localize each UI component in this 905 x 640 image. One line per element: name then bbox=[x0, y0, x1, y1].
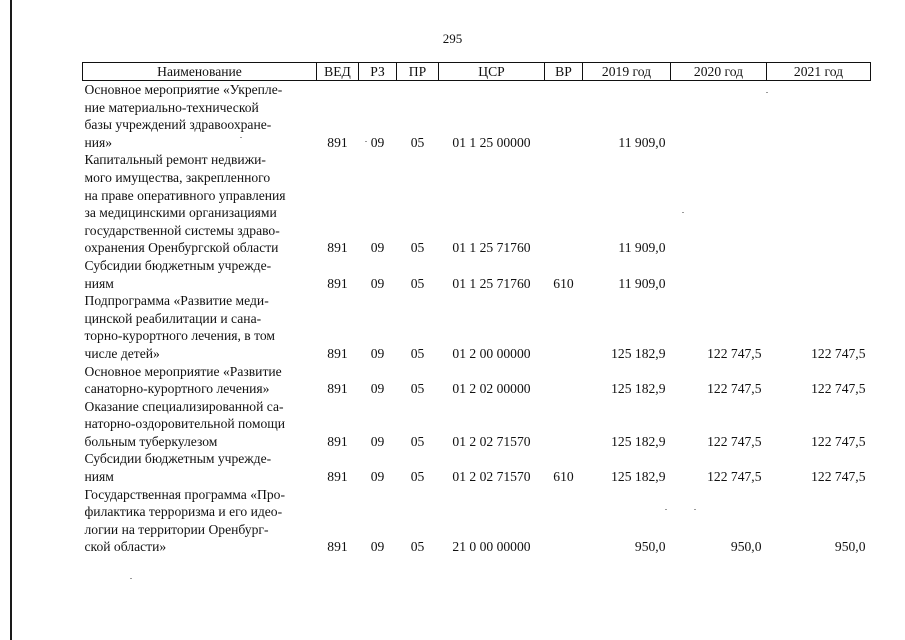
name-line: филактика терроризма и его идео- bbox=[84, 504, 283, 520]
cell-2020: 950,0 bbox=[730, 539, 762, 555]
name-line: цинской реабилитации и сана- bbox=[84, 310, 262, 326]
cell-ved: 891 bbox=[327, 275, 348, 291]
cell-2020: 122 747,5 bbox=[707, 469, 762, 485]
cell-2020 bbox=[671, 151, 767, 257]
cell-2020 bbox=[671, 257, 767, 292]
name-line: ниям bbox=[84, 275, 114, 291]
table-row bbox=[83, 363, 871, 398]
cell-name bbox=[83, 363, 317, 398]
name-line: Основное мероприятие «Укрепле- bbox=[84, 82, 283, 97]
cell-ved: 891 bbox=[327, 240, 348, 256]
cell-ved: 891 bbox=[327, 345, 348, 361]
table-body bbox=[83, 81, 871, 557]
cell-name bbox=[83, 81, 317, 152]
cell-name bbox=[83, 486, 317, 556]
header-ved: ВЕД bbox=[317, 63, 359, 81]
cell-rz: 09 bbox=[370, 240, 385, 256]
table-row bbox=[83, 151, 871, 257]
scan-speck bbox=[694, 509, 696, 510]
cell-rz: 09 bbox=[370, 275, 385, 291]
cell-name bbox=[83, 257, 317, 292]
name-line: за медицинскими организациями bbox=[84, 205, 277, 221]
header-rz: РЗ bbox=[359, 63, 397, 81]
cell-2020: 122 747,5 bbox=[707, 433, 762, 449]
name-line: мого имущества, закрепленного bbox=[84, 169, 271, 185]
name-line: логии на территории Оренбург- bbox=[84, 521, 269, 537]
cell-2020: 122 747,5 bbox=[707, 345, 762, 361]
cell-rz: 09 bbox=[370, 469, 385, 485]
name-line: числе детей» bbox=[84, 345, 160, 361]
name-line: Капитальный ремонт недвижи- bbox=[84, 152, 266, 168]
cell-ved: 891 bbox=[327, 381, 348, 397]
name-line: государственной системы здраво- bbox=[84, 222, 280, 238]
cell-2021: 122 747,5 bbox=[811, 345, 866, 361]
name-line: ниям bbox=[84, 469, 114, 485]
cell-csr: 01 1 25 71760 bbox=[452, 240, 531, 256]
name-line: Основное мероприятие «Развитие bbox=[84, 363, 282, 379]
budget-table bbox=[82, 62, 871, 556]
name-line: торно-курортного лечения, в том bbox=[84, 328, 275, 344]
cell-csr: 01 1 25 71760 bbox=[452, 275, 531, 291]
table-row bbox=[83, 292, 871, 362]
cell-ved: 891 bbox=[327, 134, 348, 150]
name-line: Оказание специализированной са- bbox=[84, 398, 284, 414]
cell-vr bbox=[545, 486, 583, 556]
cell-csr: 01 2 02 71570 bbox=[452, 469, 531, 485]
page-left-edge-line bbox=[10, 0, 12, 640]
cell-pr: 05 bbox=[410, 275, 425, 291]
cell-csr: 01 2 02 71570 bbox=[452, 433, 531, 449]
page-number: 295 bbox=[442, 31, 463, 46]
name-line: ния» bbox=[84, 134, 113, 150]
cell-ved: 891 bbox=[327, 469, 348, 485]
cell-csr: 21 0 00 00000 bbox=[452, 539, 531, 555]
table-row bbox=[83, 81, 871, 152]
cell-2019: 11 909,0 bbox=[618, 275, 666, 291]
cell-2021: 122 747,5 bbox=[811, 433, 866, 449]
cell-name bbox=[83, 292, 317, 362]
cell-vr bbox=[545, 151, 583, 257]
name-line: больным туберкулезом bbox=[84, 433, 218, 449]
cell-rz: 09 bbox=[370, 134, 385, 150]
table-row bbox=[83, 486, 871, 556]
table-row bbox=[83, 450, 871, 485]
cell-rz: 09 bbox=[370, 381, 385, 397]
cell-pr: 05 bbox=[410, 381, 425, 397]
table-row bbox=[83, 398, 871, 451]
cell-pr: 05 bbox=[410, 134, 425, 150]
name-line: санаторно-курортного лечения» bbox=[84, 381, 270, 397]
name-line: Подпрограмма «Развитие меди- bbox=[84, 293, 269, 309]
cell-2019: 125 182,9 bbox=[611, 469, 666, 485]
name-line: ние материально-технической bbox=[84, 99, 259, 115]
name-line: Субсидии бюджетным учрежде- bbox=[84, 451, 272, 467]
cell-2021: 122 747,5 bbox=[811, 381, 866, 397]
scan-speck bbox=[665, 509, 667, 510]
cell-vr: 610 bbox=[553, 469, 574, 485]
name-line: Государственная программа «Про- bbox=[84, 486, 285, 502]
header-year-2021: 2021 год bbox=[767, 63, 871, 81]
header-pr: ПР bbox=[397, 63, 439, 81]
header-name: Наименование bbox=[83, 63, 317, 81]
cell-rz: 09 bbox=[370, 433, 385, 449]
table-row bbox=[83, 257, 871, 292]
cell-2021 bbox=[767, 257, 871, 292]
cell-csr: 01 1 25 00000 bbox=[452, 134, 531, 150]
cell-2020 bbox=[671, 81, 767, 152]
cell-2019: 125 182,9 bbox=[611, 433, 666, 449]
name-line: на праве оперативного управления bbox=[84, 187, 286, 203]
cell-pr: 05 bbox=[410, 240, 425, 256]
table-header-row bbox=[83, 63, 871, 81]
name-line: ской области» bbox=[84, 539, 167, 555]
cell-vr bbox=[545, 398, 583, 451]
scan-speck bbox=[766, 92, 768, 93]
header-csr: ЦСР bbox=[439, 63, 545, 81]
cell-2021 bbox=[767, 81, 871, 152]
cell-vr bbox=[545, 81, 583, 152]
cell-ved: 891 bbox=[327, 539, 348, 555]
cell-csr: 01 2 02 00000 bbox=[452, 381, 531, 397]
header-year-2019: 2019 год bbox=[583, 63, 671, 81]
cell-pr: 05 bbox=[410, 345, 425, 361]
scan-speck bbox=[130, 578, 132, 579]
name-line: наторно-оздоровительной помощи bbox=[84, 416, 285, 432]
cell-2019: 11 909,0 bbox=[618, 240, 666, 256]
cell-name bbox=[83, 450, 317, 485]
scan-speck bbox=[682, 212, 684, 213]
cell-name bbox=[83, 151, 317, 257]
cell-vr bbox=[545, 292, 583, 362]
cell-name bbox=[83, 398, 317, 451]
cell-vr: 610 bbox=[553, 275, 574, 291]
cell-ved: 891 bbox=[327, 433, 348, 449]
name-line: базы учреждений здравоохране- bbox=[84, 117, 272, 133]
cell-pr: 05 bbox=[410, 433, 425, 449]
cell-csr: 01 2 00 00000 bbox=[452, 345, 531, 361]
cell-2019: 125 182,9 bbox=[611, 381, 666, 397]
cell-pr: 05 bbox=[410, 469, 425, 485]
name-line: охранения Оренбургской области bbox=[84, 240, 279, 256]
cell-2021 bbox=[767, 151, 871, 257]
cell-2019: 11 909,0 bbox=[618, 134, 666, 150]
scan-speck bbox=[240, 137, 242, 138]
cell-rz: 09 bbox=[370, 539, 385, 555]
cell-2021: 122 747,5 bbox=[811, 469, 866, 485]
header-vr: ВР bbox=[545, 63, 583, 81]
scan-speck bbox=[365, 141, 367, 142]
cell-2020: 122 747,5 bbox=[707, 381, 762, 397]
cell-vr bbox=[545, 363, 583, 398]
cell-pr: 05 bbox=[410, 539, 425, 555]
cell-2019: 950,0 bbox=[634, 539, 666, 555]
header-year-2020: 2020 год bbox=[671, 63, 767, 81]
name-line: Субсидии бюджетным учрежде- bbox=[84, 257, 272, 273]
cell-rz: 09 bbox=[370, 345, 385, 361]
cell-2021: 950,0 bbox=[834, 539, 866, 555]
cell-2019: 125 182,9 bbox=[611, 345, 666, 361]
